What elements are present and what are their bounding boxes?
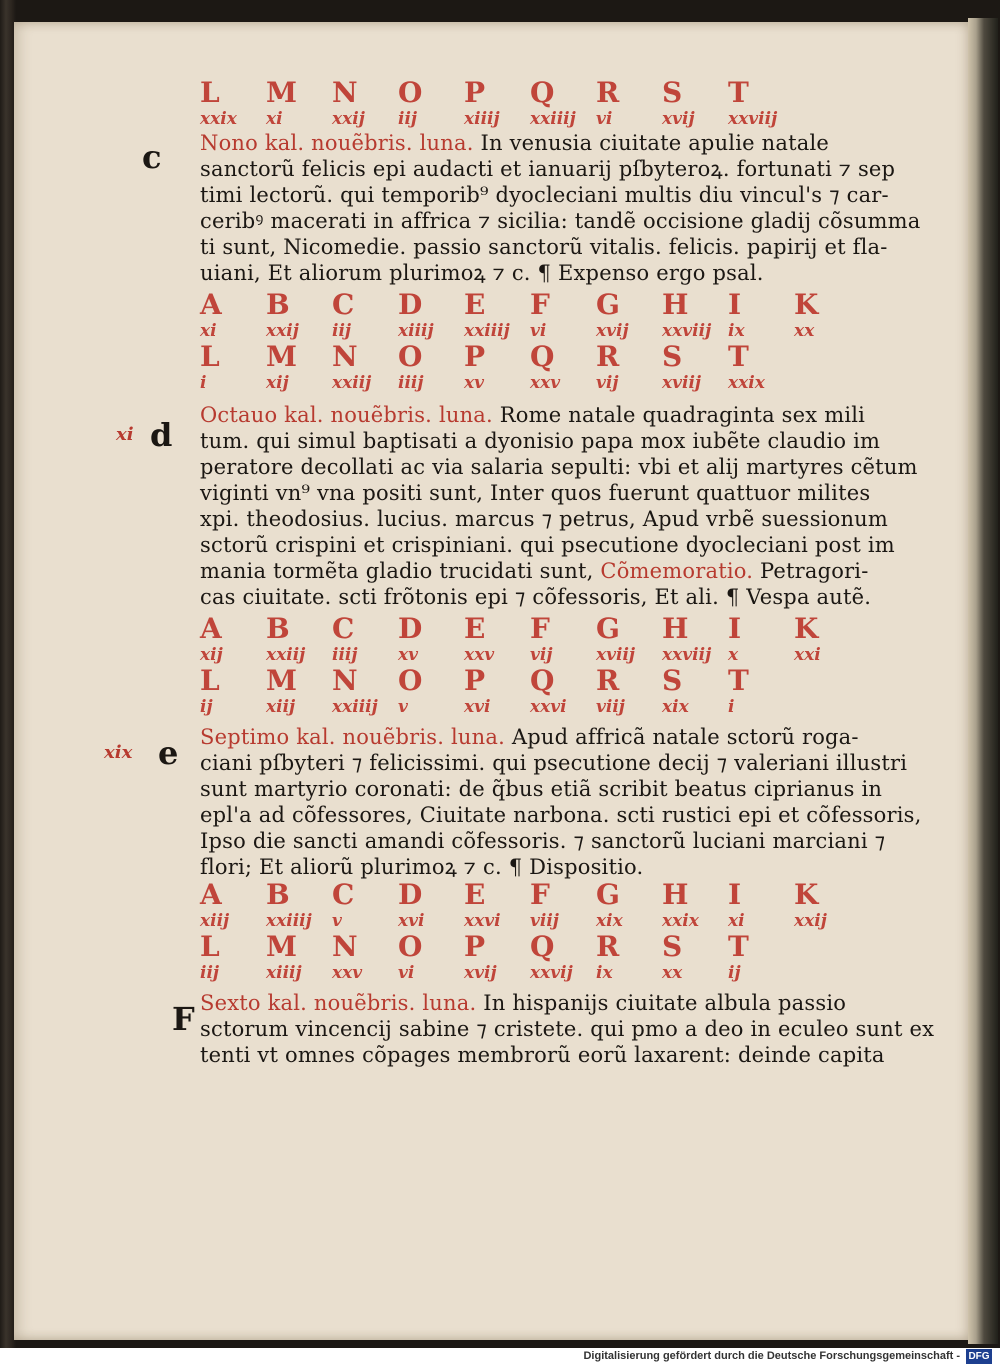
- calendar-letters-row: [200, 78, 912, 108]
- calendar-number: vi: [530, 321, 547, 341]
- calendar-number: xxiiij: [464, 321, 510, 341]
- calendar-letter: N: [332, 664, 358, 697]
- calendar-letter: S: [662, 76, 683, 109]
- calendar-number: vi: [398, 963, 415, 983]
- calendar-letters-row: [200, 290, 912, 320]
- calendar-letter: I: [728, 612, 742, 645]
- entry-line: Sexto kal. nouẽbris. luna. In hispanijs ciuitate albula passio: [200, 991, 847, 1015]
- entry-line: mania tormẽta gladio trucidati sunt, Cõmemoratio. Petragori-: [200, 559, 869, 583]
- calendar-letter: C: [332, 878, 355, 911]
- calendar-number: v: [332, 911, 342, 931]
- calendar-letter: A: [200, 878, 222, 911]
- calendar-number: iij: [332, 321, 352, 341]
- calendar-number: xix: [662, 697, 689, 717]
- calendar-number: viij: [530, 911, 559, 931]
- calendar-number: xxix: [728, 373, 765, 393]
- footer-bar: [0, 1348, 1000, 1367]
- entry-line: Nono kal. nouẽbris. luna. In venusia ciuitate apulie natale: [200, 131, 829, 155]
- entry-line: flori; Et aliorũ plurimoꝝ ⁊ c. ¶ Dispositio.: [200, 855, 644, 879]
- calendar-number: xi: [728, 911, 745, 931]
- calendar-letter: R: [596, 664, 620, 697]
- entry-line: sctorũ crispini et crispiniani. qui psecutione dyocleciani post im: [200, 533, 895, 557]
- calendar-letter: K: [794, 288, 819, 321]
- footer-credit: Digitalisierung gefördert durch die Deutsche Forschungsgemeinschaft -: [583, 1350, 960, 1362]
- calendar-number: v: [398, 697, 408, 717]
- calendar-number: xxij: [266, 321, 299, 341]
- calendar-number: xvi: [464, 697, 491, 717]
- calendar-number: xiiij: [464, 109, 500, 129]
- calendar-number: iiij: [332, 645, 358, 665]
- calendar-letter: E: [464, 612, 486, 645]
- calendar-letter: L: [200, 930, 220, 963]
- calendar-number: iij: [200, 963, 220, 983]
- calendar-numbers-row: [200, 108, 912, 130]
- calendar-letter: F: [530, 612, 550, 645]
- calendar-number: ix: [728, 321, 745, 341]
- margin-golden-number: xi: [116, 424, 134, 445]
- calendar-number: xviij: [662, 373, 702, 393]
- calendar-number: xx: [794, 321, 815, 341]
- calendar-letter: B: [266, 612, 290, 645]
- calendar-block-1: [200, 78, 912, 130]
- calendar-letter: D: [398, 878, 423, 911]
- margin-dominical-letter: F: [172, 1000, 195, 1038]
- calendar-number: xxix: [200, 109, 237, 129]
- margin-dominical-letter: e: [158, 734, 179, 772]
- calendar-number: xiiij: [266, 963, 302, 983]
- calendar-letter: O: [398, 76, 423, 109]
- calendar-letters-row: [200, 880, 912, 910]
- calendar-number: xvij: [662, 109, 695, 129]
- entry-line: Septimo kal. nouẽbris. luna. Apud affricã natale sctorũ roga-: [200, 725, 859, 749]
- calendar-block-2: [200, 290, 912, 394]
- calendar-number: i: [728, 697, 735, 717]
- entry-line: epl'a ad cõfessores, Ciuitate narbona. scti rustici epi et cõfessoris,: [200, 803, 922, 827]
- calendar-letter: C: [332, 612, 355, 645]
- calendar-numbers-row: [200, 910, 912, 932]
- calendar-letter: M: [266, 76, 297, 109]
- calendar-letter: N: [332, 930, 358, 963]
- entry-line: ceribꝰ macerati in affrica ⁊ sicilia: tandẽ occisione gladij cõsumma: [200, 209, 921, 233]
- calendar-letter: Q: [530, 340, 555, 373]
- calendar-letter: Q: [530, 76, 555, 109]
- calendar-number: viij: [596, 697, 625, 717]
- calendar-letter: N: [332, 340, 358, 373]
- calendar-letter: K: [794, 612, 819, 645]
- calendar-number: xxij: [332, 109, 365, 129]
- calendar-number: xxiij: [266, 645, 306, 665]
- calendar-letter: L: [200, 76, 220, 109]
- calendar-letter: P: [464, 340, 486, 373]
- calendar-number: xxviij: [728, 109, 778, 129]
- calendar-block-4: [200, 880, 912, 984]
- calendar-letter: O: [398, 930, 423, 963]
- calendar-letter: G: [596, 878, 620, 911]
- calendar-letter: N: [332, 76, 358, 109]
- calendar-number: xxi: [794, 645, 821, 665]
- calendar-number: xxix: [662, 911, 699, 931]
- calendar-letter: T: [728, 340, 749, 373]
- entry-line: ciani pſbyteri ⁊ felicissimi. qui psecutione decij ⁊ valeriani illustri: [200, 751, 908, 775]
- calendar-letter: S: [662, 930, 683, 963]
- calendar-letter: G: [596, 612, 620, 645]
- calendar-number: vi: [596, 109, 613, 129]
- calendar-number: xxiiij: [530, 109, 576, 129]
- calendar-number: vij: [530, 645, 553, 665]
- calendar-letter: T: [728, 664, 749, 697]
- dfg-logo-icon: DFG: [966, 1349, 992, 1364]
- calendar-letter: M: [266, 664, 297, 697]
- calendar-number: ix: [596, 963, 613, 983]
- entry-date-heading: Octauo kal. nouẽbris. luna.: [200, 403, 493, 427]
- calendar-number: xix: [596, 911, 623, 931]
- calendar-number: xxv: [530, 373, 561, 393]
- calendar-letter: C: [332, 288, 355, 321]
- calendar-letter: P: [464, 664, 486, 697]
- calendar-letter: Q: [530, 664, 555, 697]
- calendar-letter: O: [398, 340, 423, 373]
- calendar-letter: I: [728, 878, 742, 911]
- calendar-letter: F: [530, 288, 550, 321]
- calendar-number: xxvi: [530, 697, 567, 717]
- calendar-numbers-row: [200, 644, 912, 666]
- calendar-block-3: [200, 614, 912, 718]
- calendar-letter: P: [464, 76, 486, 109]
- calendar-letter: S: [662, 664, 683, 697]
- entry-line: Octauo kal. nouẽbris. luna. Rome natale quadraginta sex mili: [200, 403, 866, 427]
- calendar-number: xvij: [464, 963, 497, 983]
- calendar-letter: M: [266, 340, 297, 373]
- entry-line: xpi. theodosius. lucius. marcus ⁊ petrus, Apud vrbẽ suessionum: [200, 507, 889, 531]
- calendar-number: xx: [662, 963, 683, 983]
- entry-line: cas ciuitate. scti frõtonis epi ⁊ cõfessoris, Et ali. ¶ Vespa autẽ.: [200, 585, 872, 609]
- calendar-number: xv: [398, 645, 419, 665]
- calendar-number: xxiij: [332, 373, 372, 393]
- entry-line: peratore decollati ac via salaria sepulti: vbi et alij martyres cẽtum: [200, 455, 918, 479]
- calendar-letter: F: [530, 878, 550, 911]
- entry-date-heading: Septimo kal. nouẽbris. luna.: [200, 725, 505, 749]
- page-edge: [968, 18, 998, 1344]
- calendar-letter: L: [200, 664, 220, 697]
- calendar-letter: R: [596, 340, 620, 373]
- margin-golden-number: xix: [104, 742, 133, 763]
- calendar-letter: P: [464, 930, 486, 963]
- calendar-letter: O: [398, 664, 423, 697]
- martyrology-entry-4: [200, 990, 935, 1068]
- calendar-number: xiij: [266, 697, 296, 717]
- entry-date-heading: Nono kal. nouẽbris. luna.: [200, 131, 474, 155]
- calendar-letter: T: [728, 76, 749, 109]
- calendar-letter: T: [728, 930, 749, 963]
- calendar-number: xvij: [596, 321, 629, 341]
- calendar-letter: L: [200, 340, 220, 373]
- calendar-number: i: [200, 373, 207, 393]
- calendar-number: xv: [464, 373, 485, 393]
- calendar-number: xxv: [332, 963, 363, 983]
- calendar-number: xxiiij: [266, 911, 312, 931]
- calendar-number: xiiij: [398, 321, 434, 341]
- calendar-letter: I: [728, 288, 742, 321]
- calendar-letter: A: [200, 288, 222, 321]
- calendar-letter: E: [464, 878, 486, 911]
- calendar-number: xvi: [398, 911, 425, 931]
- martyrology-entry-2: [200, 402, 918, 610]
- calendar-letters-row: [200, 932, 912, 962]
- calendar-letter: D: [398, 612, 423, 645]
- calendar-numbers-row: [200, 320, 912, 342]
- calendar-number: xi: [266, 109, 283, 129]
- calendar-number: ij: [200, 697, 213, 717]
- calendar-letter: H: [662, 612, 689, 645]
- martyrology-entry-1: [200, 130, 921, 286]
- entry-line: uiani, Et aliorum plurimoꝝ ⁊ c. ¶ Expenso ergo psal.: [200, 261, 764, 285]
- calendar-letter: K: [794, 878, 819, 911]
- calendar-number: iiij: [398, 373, 424, 393]
- calendar-number: xxvi: [464, 911, 501, 931]
- calendar-number: xxij: [794, 911, 827, 931]
- calendar-number: ij: [728, 963, 741, 983]
- martyrology-entry-3: [200, 724, 922, 880]
- calendar-numbers-row: [200, 372, 912, 394]
- calendar-letter: A: [200, 612, 222, 645]
- entry-line: sanctorũ felicis epi audacti et ianuarij pſbyteroꝝ. fortunati ⁊ sep: [200, 157, 896, 181]
- calendar-letter: B: [266, 288, 290, 321]
- calendar-letters-row: [200, 614, 912, 644]
- calendar-letter: G: [596, 288, 620, 321]
- calendar-letter: M: [266, 930, 297, 963]
- entry-date-heading: Sexto kal. nouẽbris. luna.: [200, 991, 477, 1015]
- calendar-number: xxviij: [662, 645, 712, 665]
- calendar-letters-row: [200, 666, 912, 696]
- calendar-letter: D: [398, 288, 423, 321]
- calendar-number: xiij: [200, 911, 230, 931]
- entry-line: timi lectorũ. qui temporib⁹ dyocleciani multis diu vincul's ⁊ car-: [200, 183, 889, 207]
- calendar-number: xxviij: [662, 321, 712, 341]
- margin-dominical-letter: c: [142, 138, 162, 176]
- calendar-numbers-row: [200, 962, 912, 984]
- entry-line: sunt martyrio coronati: de q̃bus etiã scribit beatus ciprianus in: [200, 777, 883, 801]
- calendar-letters-row: [200, 342, 912, 372]
- entry-line: viginti vn⁹ vna positi sunt, Inter quos fuerunt quattuor milites: [200, 481, 871, 505]
- calendar-number: iij: [398, 109, 418, 129]
- entry-line: Ipso die sancti amandi cõfessoris. ⁊ sanctorũ luciani marciani ⁊: [200, 829, 886, 853]
- calendar-number: xxvij: [530, 963, 573, 983]
- calendar-number: xxv: [464, 645, 495, 665]
- entry-line: sctorum vincencij sabine ⁊ cristete. qui pmo a deo in eculeo sunt ex: [200, 1017, 935, 1041]
- calendar-letter: R: [596, 76, 620, 109]
- calendar-number: x: [728, 645, 739, 665]
- margin-dominical-letter: d: [150, 416, 173, 454]
- calendar-number: xxiiij: [332, 697, 378, 717]
- calendar-letter: Q: [530, 930, 555, 963]
- calendar-letter: R: [596, 930, 620, 963]
- calendar-letter: H: [662, 878, 689, 911]
- calendar-letter: S: [662, 340, 683, 373]
- calendar-letter: E: [464, 288, 486, 321]
- entry-line: tenti vt omnes cõpages membrorũ eorũ laxarent: deinde capita: [200, 1043, 885, 1067]
- commemoratio-label: Cõmemoratio.: [593, 559, 754, 583]
- calendar-number: xij: [200, 645, 223, 665]
- calendar-letter: H: [662, 288, 689, 321]
- calendar-number: xij: [266, 373, 289, 393]
- calendar-number: xi: [200, 321, 217, 341]
- calendar-letter: B: [266, 878, 290, 911]
- calendar-number: vij: [596, 373, 619, 393]
- calendar-numbers-row: [200, 696, 912, 718]
- entry-line: tum. qui simul baptisati a dyonisio papa mox iubẽte claudio im: [200, 429, 881, 453]
- calendar-number: xviij: [596, 645, 636, 665]
- entry-line: ti sunt, Nicomedie. passio sanctorũ vitalis. felicis. papirij et fla-: [200, 235, 888, 259]
